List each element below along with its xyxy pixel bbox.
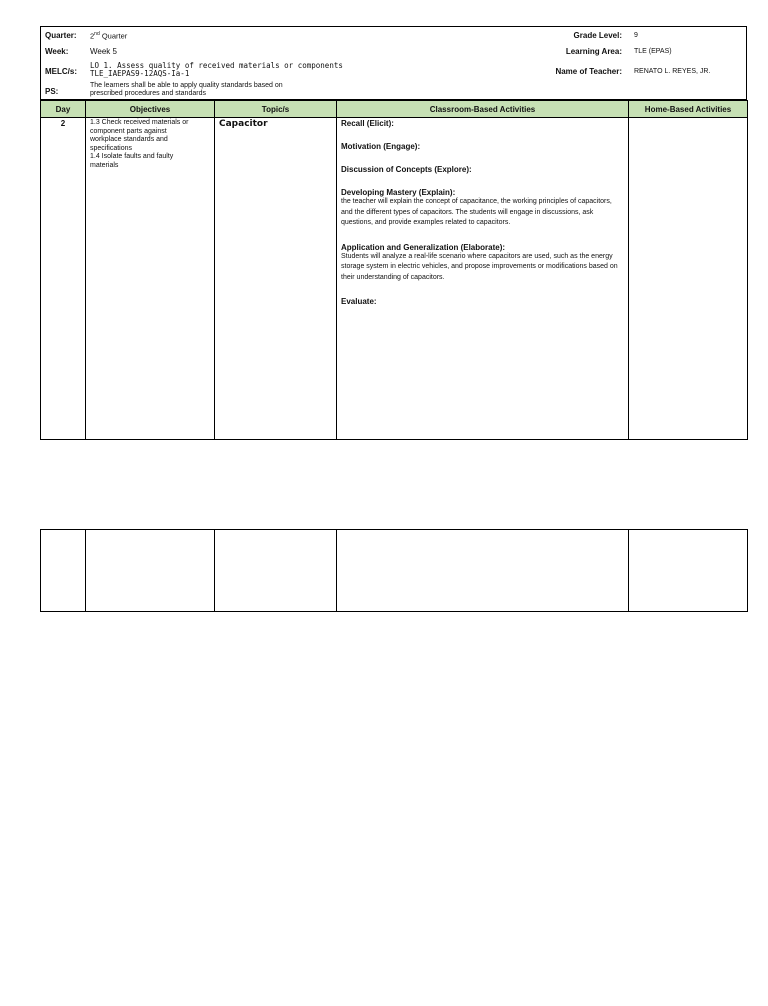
header-block xyxy=(40,26,747,100)
table-row xyxy=(41,530,748,612)
objective-line: component parts against xyxy=(90,127,167,135)
evaluate-heading: Evaluate: xyxy=(341,297,377,306)
quarter-label: Quarter: xyxy=(45,31,77,40)
ps-line-1: The learners shall be able to apply quality standards based on xyxy=(90,82,283,89)
teacher-value: RENATO L. REYES, JR. xyxy=(634,68,711,75)
ps-label: PS: xyxy=(45,87,59,96)
lesson-table xyxy=(40,100,748,440)
blank-home-cell xyxy=(629,530,748,612)
discussion-heading: Discussion of Concepts (Explore): xyxy=(341,165,472,174)
week-label: Week: xyxy=(45,47,69,56)
table-header-row xyxy=(41,101,748,118)
motivation-heading: Motivation (Engage): xyxy=(341,142,421,151)
col-topics: Topic/s xyxy=(215,101,337,118)
learning-area-value: TLE (EPAS) xyxy=(634,48,672,55)
grade-level-value: 9 xyxy=(634,32,638,39)
objective-line: 1.4 Isolate faults and faulty xyxy=(90,153,174,161)
objectives-cell xyxy=(86,118,215,440)
melc-label: MELC/s: xyxy=(45,67,77,76)
recall-heading: Recall (Elicit): xyxy=(341,119,394,128)
mastery-text: the teacher will explain the concept of capacitance, the working principles of capacitors, and the different types of capacitors. The students will engage in discussions, ask questions, and provide examples related to capacitors. xyxy=(341,198,612,226)
table-row xyxy=(41,118,748,440)
activities-cell xyxy=(337,118,629,440)
day-cell: 2 xyxy=(41,118,86,440)
learning-area-label: Learning Area: xyxy=(565,47,622,56)
col-objectives: Objectives xyxy=(86,101,215,118)
col-home-activities: Home-Based Activities xyxy=(629,101,748,118)
objective-line: specifications xyxy=(90,144,133,152)
teacher-label: Name of Teacher: xyxy=(555,67,622,76)
blank-activities-cell xyxy=(337,530,629,612)
objective-line: workplace standards and xyxy=(90,136,168,144)
mastery-heading: Developing Mastery (Explain): xyxy=(341,188,456,197)
week-value: Week 5 xyxy=(90,47,117,56)
quarter-value: 2nd Quarter xyxy=(90,31,128,41)
col-day: Day xyxy=(41,101,86,118)
blank-topic-cell xyxy=(215,530,337,612)
blank-table xyxy=(40,529,748,612)
blank-objectives-cell xyxy=(86,530,215,612)
grade-level-label: Grade Level: xyxy=(573,31,622,40)
objective-line: 1.3 Check received materials or xyxy=(90,119,189,126)
melc-line-2: TLE_IAEPAS9-12AQS-Ia-1 xyxy=(90,69,190,78)
application-heading: Application and Generalization (Elaborate): xyxy=(341,242,506,252)
ps-line-2: prescribed procedures and standards xyxy=(90,90,206,97)
home-activities-cell xyxy=(629,118,748,440)
topic-cell: Capacitor xyxy=(215,118,337,440)
blank-day-cell xyxy=(41,530,86,612)
col-classroom-activities: Classroom-Based Activities xyxy=(337,101,629,118)
melc-line-1: LO 1. Assess quality of received materials or components xyxy=(90,61,343,70)
lesson-plan-sheet xyxy=(40,26,747,440)
application-text: Students will analyze a real-life scenario where capacitors are used, such as the energy storage system in electric vehicles, and propose improvements or modifications based on their understanding of capacitors. xyxy=(341,252,618,281)
objective-line: materials xyxy=(90,161,119,169)
